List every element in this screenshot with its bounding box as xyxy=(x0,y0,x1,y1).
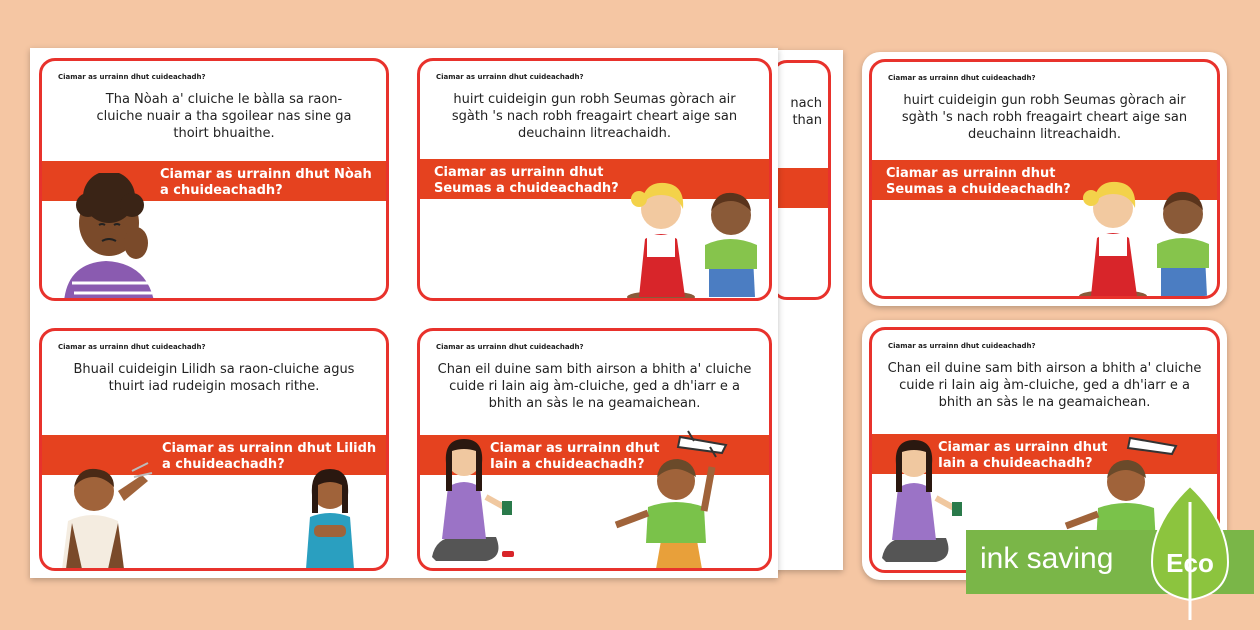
eco-label: Eco xyxy=(1166,548,1214,578)
card-lilidh xyxy=(39,328,389,571)
card-scenario: Chan eil duine sam bith airson a bhith a' cluiche cuide ri Iain aig àm-cluiche, ged a dh'iarr e a bhith an sàs le na geamaichean. xyxy=(887,361,1202,410)
card-scenario: Tha Nòah a' cluiche le bàlla sa raon-cluiche nuair a tha sgoilear nas sine ga thoirt bhuaithe. xyxy=(96,92,352,141)
children-comforting-illustration xyxy=(625,169,770,301)
card-iain xyxy=(417,328,772,571)
sad-boy-illustration xyxy=(54,173,164,301)
card-seumas xyxy=(417,58,772,301)
boy-shouting-illustration xyxy=(52,451,162,569)
card-scenario: Chan eil duine sam bith airson a bhith a' cluiche cuide ri Iain aig àm-cluiche, ged a dh'iarr e a bhith an sàs le na geamaichean. xyxy=(437,362,752,411)
ink-saving-label: ink saving xyxy=(980,542,1114,575)
card-small-heading: Ciamar as urrainn dhut cuideachadh? xyxy=(58,73,206,81)
card-small-heading: Ciamar as urrainn dhut cuideachadh? xyxy=(436,73,584,81)
card-question: Ciamar as urrainn dhut Seumas a chuideachadh? xyxy=(434,165,619,196)
card-small-heading: Ciamar as urrainn dhut cuideachadh? xyxy=(436,343,584,351)
card-question: Ciamar as urrainn dhut Seumas a chuideachadh? xyxy=(886,166,1071,197)
card-question: Ciamar as urrainn dhut Nòah a chuideachadh? xyxy=(160,167,372,198)
card-small-heading: Ciamar as urrainn dhut cuideachadh? xyxy=(888,74,1036,82)
card-seumas-preview xyxy=(869,59,1220,299)
children-playing-illustration xyxy=(426,427,766,569)
card-scenario: huirt cuideigin gun robh Seumas gòrach air sgàth 's nach robh freagairt cheart aige san deuchainn litreachaidh. xyxy=(901,93,1188,142)
back-sheet xyxy=(775,50,843,570)
sad-girl-illustration xyxy=(300,461,360,569)
eco-leaf-icon xyxy=(1140,482,1240,622)
back-line-1: nach xyxy=(790,96,822,111)
card-question: Ciamar as urrainn dhut Iain a chuideachadh? xyxy=(938,440,1108,471)
card-small-heading: Ciamar as urrainn dhut cuideachadh? xyxy=(888,342,1036,350)
back-line-2: than xyxy=(792,113,822,128)
card-small-heading: Ciamar as urrainn dhut cuideachadh? xyxy=(58,343,206,351)
preview-card-top xyxy=(862,52,1227,306)
main-sheet xyxy=(30,48,778,578)
card-question: Ciamar as urrainn dhut Lilidh a chuideachadh? xyxy=(162,441,377,472)
back-card-top xyxy=(771,60,831,300)
card-noah xyxy=(39,58,389,301)
children-comforting-illustration xyxy=(1077,168,1220,299)
card-scenario: Bhuail cuideigin Lilidh sa raon-cluiche agus thuirt iad rudeigin mosach rithe. xyxy=(73,362,355,394)
card-question: Ciamar as urrainn dhut Iain a chuideachadh? xyxy=(490,441,660,472)
card-scenario: huirt cuideigin gun robh Seumas gòrach air sgàth 's nach robh freagairt cheart aige san deuchainn litreachaidh. xyxy=(451,92,738,141)
